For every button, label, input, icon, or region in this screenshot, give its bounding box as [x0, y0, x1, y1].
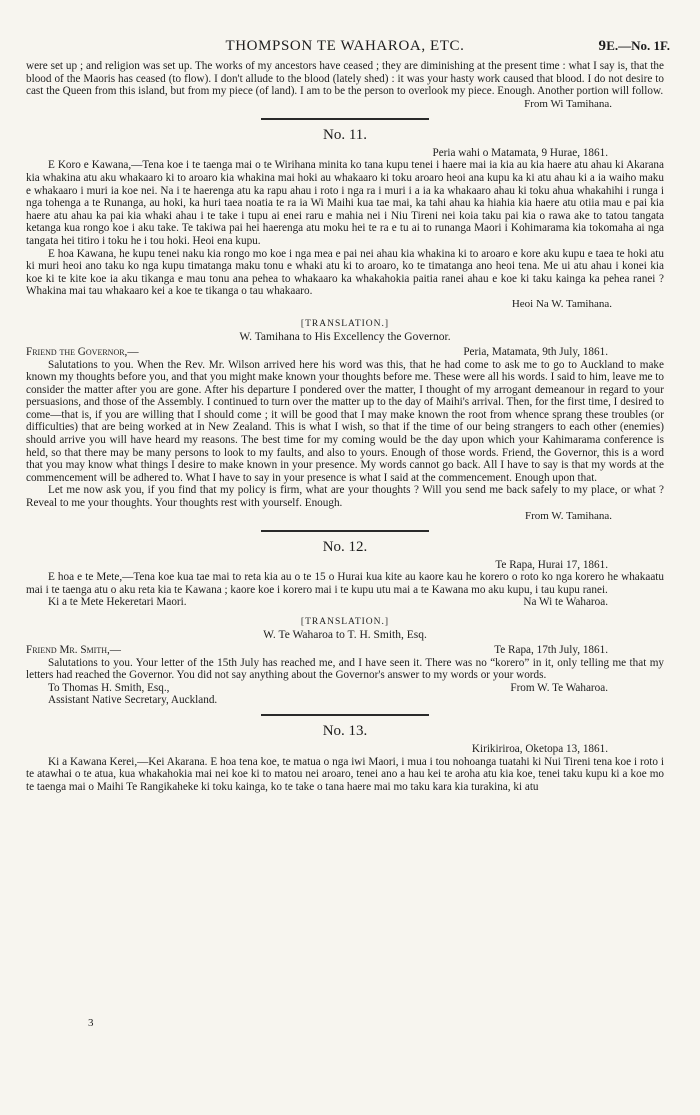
addressee-row-12	[26, 682, 664, 695]
maori-paragraph-13a: Ki a Kawana Kerei,—Kei Akarana. E hoa tena koe, te matua o nga iwi Maori, i mua i tou nohoanga tuatahi ki Nui Tireni tena koe i roto i te atawhai o te atua, kua whakahokia mai nei koe ki to matou nei aroaro, tenei ano a hau kei te aroha atu kia koe, tenei taku kupu ki a koe mo te taenga mai o Maihi Te Rangikaheke ki toku kainga, ko te take o tana haere mai mo taku kara kia turakina, ki atu	[26, 755, 664, 793]
salutation-11: Friend the Governor,—	[26, 345, 139, 358]
translation-signature-11: From W. Tamihana.	[524, 509, 612, 522]
translation-paragraph-11a: Salutations to you. When the Rev. Mr. Wilson arrived here his word was this, that he had come to ask me to go to Auckland to make known my thoughts before you, and that you might make known your thoughts before me. These were all his words. I said to him, leave me to consider the matter after you are gone. After his departure I pondered over the matter, I thought of my arrogant demeanour in regard to your persuasions, and those of the Assembly. I continued to turn over the matter up to the day of Maihi's arrival. Then, for the first time, I desired to come—that is, if you are willing that I should come ; it will be good that I may make known the root from whence sprang these troubles (or difficulties) that are being worked at in New Zealand. This is what I wish, so that if the time of our being strangers to each other (enemies) should arrive you will have heard my reasons. The best time for my coming would be the day upon which your Kahimarama conference is held, so that there may be many persons to look to my faults, and also to yours. Enough of those words. Friend, the Governor, this is a word that you may know what things I desire to make known in your presence. My words cannot go back. All I have to say is that my words at the commencement will be adhered to. What I have to say in your presence is what I said at the commencement. Enough upon that.	[26, 358, 664, 484]
closing-row-12	[26, 596, 664, 609]
maori-paragraph-11a: E Koro e Kawana,—Tena koe i te taenga mai o te Wirihana minita ko tana kupu tenei i haere mai ia kia au kia haere atu ahau ki Akarana kia whakina atu aku whakaaro ki to aroaro kia whakina mai hoki au whakaaro ki toku aroaro heoi ana kupu ka ki atu ahau ki a ia waiho maku e whakaaro i muri ia koe nei. Na i te haerenga atu ka rapu ahau i roto i nga ra i muri i a ia ka whakaaro ahau ki toku ahua whakahihi i runga i nga tohenga a te Runanga, au hoki, ka huri taea noatia te ra ia Wi Maihi kua tae mai, ka tahi ahau ka hiahia kia haere atu otiia mau e pai kia haere atu ahau ka pai kia whaki ahau i te take i tupu ai enei raru e mahia nei i Niu Tireni nei koia taku pai kia o rawa ake to tatou tangata ketanga kua rongo koe i aku take. Te takiwa pai hei haerenga atu moku hei te ra e tu ai to runanga Maori i Kohimarama kia tokomaha ai nga tangata hei titiro i toku he i tou hoki. Heoi ena kupu.	[26, 159, 664, 247]
translation-subtitle-11: W. Tamihana to His Excellency the Governor.	[239, 330, 451, 343]
addressee-name-12: To Thomas H. Smith, Esq.,	[48, 681, 170, 694]
translation-signature-12: From W. Te Waharoa.	[510, 681, 608, 694]
letter-heading-13: No. 13.	[322, 722, 368, 739]
salutation-12: Friend Mr. Smith,—	[26, 644, 121, 656]
intro-paragraph: were set up ; and religion was set up. The works of my ancestors have ceased ; they are diminishing at the present time : what I say is, that the blood of the Maoris has ceased (to flow). I don't allude to the blood (lately shed) : it was your hasty work caused that blood. I do not desire to cast the Queen from this island, but from my piece (of land). I am to be the person to overlook my piece. Enough. Another portion will follow.	[26, 60, 664, 98]
maori-paragraph-11b: E hoa Kawana, he kupu tenei naku kia rongo mo koe i nga mea e pai nei ahau kia whakina ki to aroaro e kore aku kupu e taea te hoki atu ki muri heoi ano taku ko nga kupu timatanga maku tonu e whaki atu ki to aroaro, ko te timatanga ano heoi tena. Me ui atu ahau i konei kia koe ki te kite koe ia aku tikanga e mau tonu ana pehea to whakaaro ka whakahokia paitia ranei ahau e koe ki taku kainga ka pehea ranei ? Whakina mai tau whakaaro kei a koe te tikanga o tau whakaaro.	[26, 247, 664, 298]
page-header	[26, 38, 670, 60]
signature-12: Na Wi te Waharoa.	[523, 596, 608, 609]
dateline-11: Peria wahi o Matamata, 9 Hurae, 1861.	[432, 146, 608, 159]
section-rule	[261, 530, 429, 532]
salutation-row-12	[26, 644, 664, 657]
translation-dateline-11: Peria, Matamata, 9th July, 1861.	[463, 345, 608, 358]
dateline-12: Te Rapa, Hurai 17, 1861.	[495, 558, 608, 571]
maori-paragraph-12a: E hoa e te Mete,—Tena koe kua tae mai to reta kia au o te 15 o Hurai kua kite au kaore kau he korero o roto ko nga korero he whakaatu mai i te taenga atu o aku reta kia te Kawana ; kaore koe i korero mai i te kupu utu mai a te Kawana mo aku kupu, i tau kupu ranei.	[26, 571, 664, 596]
paper-reference: E.—No. 1F.	[606, 38, 670, 53]
dateline-13: Kirikiriroa, Oketopa 13, 1861.	[471, 742, 608, 755]
salutation-row-11	[26, 346, 664, 359]
section-rule	[261, 714, 429, 716]
signature-11: Heoi Na W. Tamihana.	[511, 297, 612, 310]
translation-label-11: [TRANSLATION.]	[300, 318, 390, 329]
letter-heading-11: No. 11.	[322, 126, 368, 143]
maori-addressee-12: Ki a te Mete Hekeretari Maori.	[48, 596, 187, 609]
page-number: 9	[598, 38, 606, 54]
section-rule	[261, 118, 429, 120]
signature-mark: 3	[88, 1017, 94, 1029]
translation-label-12: [TRANSLATION.]	[300, 617, 390, 627]
translation-paragraph-12a: Salutations to you. Your letter of the 15th July has reached me, and I have seen it. There was no “korero” in it, only telling me that my letters had reached the Governor. You did not say anything about the Governor's answer to my words or your words.	[26, 656, 664, 682]
translation-dateline-12: Te Rapa, 17th July, 1861.	[494, 644, 608, 656]
translation-paragraph-11b: Let me now ask you, if you find that my policy is firm, what are your thoughts ? Will you send me back safely to my place, or what ? Reveal to me your thoughts. Your thoughts rest with yourself. Enough.	[26, 484, 664, 510]
running-title: THOMPSON TE WAHAROA, ETC.	[225, 38, 465, 54]
letter-heading-12: No. 12.	[322, 538, 368, 555]
intro-signature: From Wi Tamihana.	[524, 97, 612, 110]
translation-subtitle-12: W. Te Waharoa to T. H. Smith, Esq.	[263, 629, 427, 641]
addressee-title-12: Assistant Native Secretary, Auckland.	[48, 694, 218, 707]
